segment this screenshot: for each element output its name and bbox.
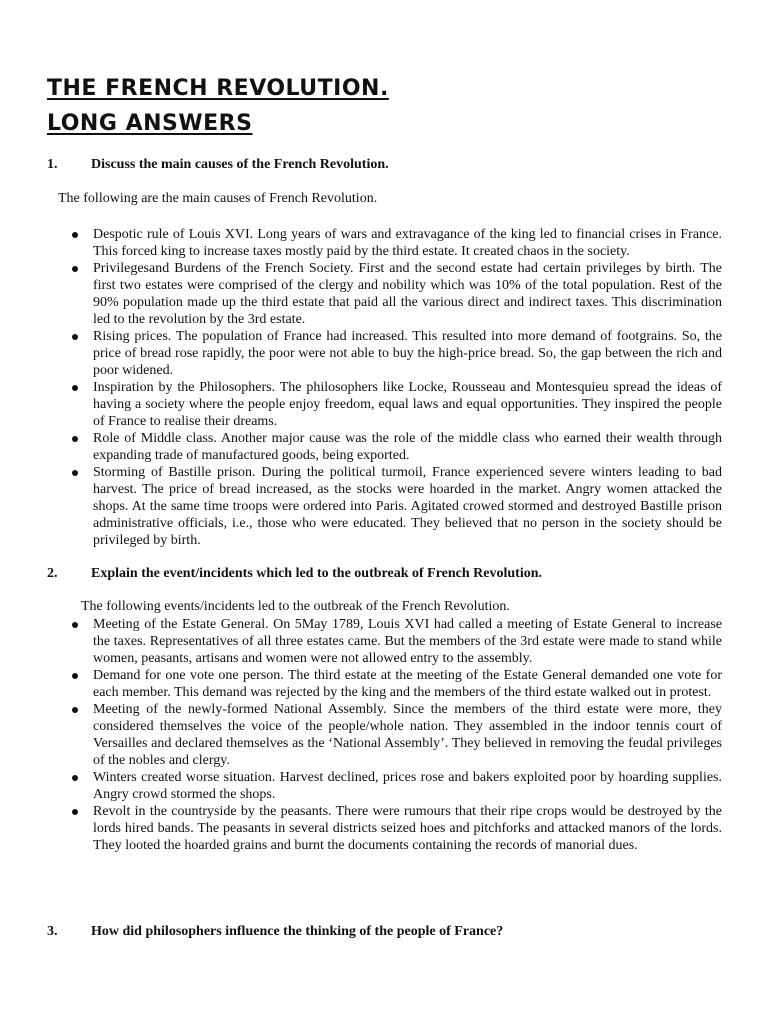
list-item: Role of Middle class. Another major cause was the role of the middle class who earned their wealth through expanding trade of manufactured goods, being exported. bbox=[70, 430, 722, 464]
list-item: Meeting of the newly-formed National Assembly. Since the members of the third estate were more, they considered themselves the voice of the people/whole nation. They assembled in the indoor tennis court of Versailles and declared themselves as the ‘National Assembly’. They believed in removing the feudal privileges of the nobles and clergy. bbox=[70, 701, 722, 769]
list-item: Rising prices. The population of France had increased. This resulted into more demand of footgrains. So, the price of bread rose rapidly, the poor were not able to buy the high-price bread. So, the gap between the rich and poor widened. bbox=[70, 328, 722, 379]
bullet-icon bbox=[72, 707, 78, 713]
bullet-icon bbox=[72, 673, 78, 679]
page-subtitle: LONG ANSWERS bbox=[47, 111, 253, 136]
question-2-text: Explain the event/incidents which led to the outbreak of French Revolution. bbox=[91, 566, 543, 581]
question-1 bbox=[47, 157, 389, 173]
list-item: Despotic rule of Louis XVI. Long years of wars and extravagance of the king led to financial crises in France. This forced king to increase taxes mostly paid by the third estate. It created chaos in the society. bbox=[70, 226, 722, 260]
question-3-text: How did philosophers influence the thinking of the people of France? bbox=[91, 924, 504, 939]
list-item: Meeting of the Estate General. On 5May 1789, Louis XVI had called a meeting of Estate General to increase the taxes. Representatives of all three estates came. But the members of the 3rd estate were made to stand while women, peasants, artisans and women were not allowed entry to the assembly. bbox=[70, 616, 722, 667]
bullet-icon bbox=[72, 436, 78, 442]
question-1-intro: The following are the main causes of French Revolution. bbox=[58, 191, 378, 206]
bullet-icon bbox=[72, 775, 78, 781]
bullet-icon bbox=[72, 385, 78, 391]
bullet-icon bbox=[72, 470, 78, 476]
list-item: Inspiration by the Philosophers. The philosophers like Locke, Rousseau and Montesquieu spread the ideas of having a society where the people enjoy freedom, equal laws and equal opportunities. They inspired the people of France to realise their dreams. bbox=[70, 379, 722, 430]
page-title: THE FRENCH REVOLUTION. bbox=[47, 76, 389, 101]
list-item: Demand for one vote one person. The third estate at the meeting of the Estate General demanded one vote for each member. This demand was rejected by the king and the members of the third estate walked out in protest. bbox=[70, 667, 722, 701]
bullet-icon bbox=[72, 232, 78, 238]
question-1-number: 1. bbox=[47, 157, 58, 172]
question-1-answer-list bbox=[70, 226, 722, 549]
bullet-icon bbox=[72, 622, 78, 628]
list-item: Privilegesand Burdens of the French Society. First and the second estate had certain privileges by birth. The first two estates were comprised of the clergy and nobility which was 10% of the total population. Rest of the 90% population made up the third estate that paid all the various direct and indirect taxes. This discrimination led to the revolution by the 3rd estate. bbox=[70, 260, 722, 328]
bullet-icon bbox=[72, 266, 78, 272]
question-2-number: 2. bbox=[47, 566, 58, 581]
question-1-text: Discuss the main causes of the French Revolution. bbox=[91, 157, 389, 172]
list-item: Storming of Bastille prison. During the political turmoil, France experienced severe winters leading to bad harvest. The price of bread increased, as the stocks were hoarded in the market. Angry women attacked the shops. At the same time troops were ordered into Paris. Agitated crowed stormed and destroyed Bastille prison administrative officials, i.e., those who were educated. They believed that no person in the society should be privileged by birth. bbox=[70, 464, 722, 549]
question-3 bbox=[47, 924, 503, 940]
bullet-icon bbox=[72, 334, 78, 340]
question-3-number: 3. bbox=[47, 924, 58, 939]
question-2-intro: The following events/incidents led to the outbreak of the French Revolution. bbox=[81, 599, 510, 614]
question-2-answer-list bbox=[70, 616, 722, 854]
bullet-icon bbox=[72, 809, 78, 815]
question-2 bbox=[47, 566, 542, 582]
list-item: Revolt in the countryside by the peasants. There were rumours that their ripe crops would be destroyed by the lords hired bands. The peasants in several districts seized hoes and pitchforks and attacked manors of the lords. They looted the hoarded grains and burnt the documents containing the records of manorial dues. bbox=[70, 803, 722, 854]
list-item: Winters created worse situation. Harvest declined, prices rose and bakers exploited poor by hoarding supplies. Angry crowd stormed the shops. bbox=[70, 769, 722, 803]
